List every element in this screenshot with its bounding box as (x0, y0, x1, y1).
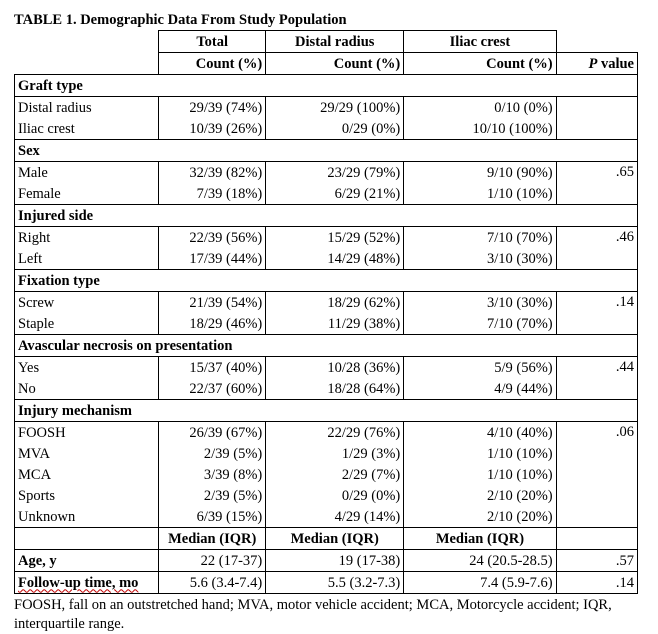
header-distal-radius: Distal radius (266, 31, 404, 53)
header-total: Total (159, 31, 266, 53)
table-row (15, 422, 638, 444)
cell-pvalue: .06 (556, 422, 637, 528)
cell-total: 5.6 (3.4-7.4) (159, 572, 266, 594)
table-row (15, 357, 638, 379)
cell-distal-radius: 15/29 (52%) (266, 227, 404, 249)
cell-iliac-crest: 24 (20.5-28.5) (404, 550, 556, 572)
cell-iliac-crest: 1/10 (10%) (404, 464, 556, 485)
table-row (15, 118, 638, 140)
cell-distal-radius: 18/28 (64%) (266, 378, 404, 400)
table-footnote: FOOSH, fall on an outstretched hand; MVA, motor vehicle accident; MCA, Motorcycle accident; IQR, interquartile range. (14, 597, 612, 632)
header-count-total: Count (%) (159, 53, 266, 75)
continuous-row (15, 550, 638, 572)
continuous-row (15, 572, 638, 594)
cell-total: 15/37 (40%) (159, 357, 266, 379)
cell-distal-radius: 0/29 (0%) (266, 118, 404, 140)
table-row (15, 162, 638, 184)
table-row (15, 183, 638, 205)
cell-pvalue (556, 97, 637, 140)
cell-distal-radius: 5.5 (3.2-7.3) (266, 572, 404, 594)
cell-iliac-crest: 4/10 (40%) (404, 422, 556, 444)
cell-iliac-crest: 7.4 (5.9-7.6) (404, 572, 556, 594)
row-label: Screw (15, 292, 159, 314)
table-container (14, 10, 642, 634)
table-row (15, 378, 638, 400)
cell-pvalue: .46 (556, 227, 637, 270)
section-heading-row (15, 140, 638, 162)
cell-distal-radius: 23/29 (79%) (266, 162, 404, 184)
cell-iliac-crest: 5/9 (56%) (404, 357, 556, 379)
median-header-total: Median (IQR) (159, 528, 266, 550)
median-header-empty (15, 528, 159, 550)
cell-distal-radius: 0/29 (0%) (266, 485, 404, 506)
header-row-counts (15, 53, 638, 75)
cell-distal-radius: 14/29 (48%) (266, 248, 404, 270)
section-heading-row (15, 270, 638, 292)
row-label: Staple (15, 313, 159, 335)
header-row-groups (15, 31, 638, 53)
section-heading: Sex (15, 140, 638, 162)
row-label: Yes (15, 357, 159, 379)
header-empty-2 (15, 53, 159, 75)
cell-pvalue: .14 (556, 572, 637, 594)
cell-total: 18/29 (46%) (159, 313, 266, 335)
section-heading: Injured side (15, 205, 638, 227)
table-row (15, 97, 638, 119)
cell-iliac-crest: 1/10 (10%) (404, 183, 556, 205)
median-header-distal: Median (IQR) (266, 528, 404, 550)
cell-total: 21/39 (54%) (159, 292, 266, 314)
header-count-distal: Count (%) (266, 53, 404, 75)
continuous-label: Follow-up time, mo (15, 572, 159, 594)
cell-iliac-crest: 3/10 (30%) (404, 248, 556, 270)
cell-total: 32/39 (82%) (159, 162, 266, 184)
cell-iliac-crest: 2/10 (20%) (404, 485, 556, 506)
cell-distal-radius: 6/29 (21%) (266, 183, 404, 205)
table-row (15, 443, 638, 464)
cell-pvalue: .14 (556, 292, 637, 335)
cell-distal-radius: 19 (17-38) (266, 550, 404, 572)
header-iliac-crest: Iliac crest (404, 31, 556, 53)
section-heading-row (15, 335, 638, 357)
cell-distal-radius: 22/29 (76%) (266, 422, 404, 444)
section-heading-row (15, 400, 638, 422)
table-row (15, 506, 638, 528)
row-label: MCA (15, 464, 159, 485)
demographic-table (14, 30, 638, 594)
cell-total: 22 (17-37) (159, 550, 266, 572)
median-header-iliac: Median (IQR) (404, 528, 556, 550)
cell-total: 29/39 (74%) (159, 97, 266, 119)
table-body (15, 75, 638, 594)
section-heading: Fixation type (15, 270, 638, 292)
table-row (15, 227, 638, 249)
cell-iliac-crest: 3/10 (30%) (404, 292, 556, 314)
median-header-empty-p (556, 528, 637, 550)
cell-distal-radius: 18/29 (62%) (266, 292, 404, 314)
row-label: Sports (15, 485, 159, 506)
cell-distal-radius: 11/29 (38%) (266, 313, 404, 335)
row-label: No (15, 378, 159, 400)
table-row (15, 313, 638, 335)
cell-total: 22/39 (56%) (159, 227, 266, 249)
row-label: Iliac crest (15, 118, 159, 140)
median-header-row (15, 528, 638, 550)
row-label: Male (15, 162, 159, 184)
cell-iliac-crest: 0/10 (0%) (404, 97, 556, 119)
cell-distal-radius: 10/28 (36%) (266, 357, 404, 379)
cell-iliac-crest: 7/10 (70%) (404, 313, 556, 335)
section-heading: Graft type (15, 75, 638, 97)
section-heading-row (15, 205, 638, 227)
row-label: Unknown (15, 506, 159, 528)
table-row (15, 464, 638, 485)
table-row (15, 292, 638, 314)
header-pvalue: P value (556, 53, 637, 75)
row-label: Right (15, 227, 159, 249)
section-heading-row (15, 75, 638, 97)
cell-iliac-crest: 7/10 (70%) (404, 227, 556, 249)
p-letter: P (588, 55, 598, 72)
continuous-label: Age, y (15, 550, 159, 572)
cell-distal-radius: 4/29 (14%) (266, 506, 404, 528)
row-label: FOOSH (15, 422, 159, 444)
cell-iliac-crest: 4/9 (44%) (404, 378, 556, 400)
cell-total: 10/39 (26%) (159, 118, 266, 140)
section-heading: Avascular necrosis on presentation (15, 335, 638, 357)
cell-distal-radius: 2/29 (7%) (266, 464, 404, 485)
cell-pvalue: .65 (556, 162, 637, 205)
cell-pvalue: .44 (556, 357, 637, 400)
header-empty-p (556, 31, 637, 53)
cell-iliac-crest: 9/10 (90%) (404, 162, 556, 184)
cell-total: 2/39 (5%) (159, 485, 266, 506)
cell-total: 6/39 (15%) (159, 506, 266, 528)
cell-total: 26/39 (67%) (159, 422, 266, 444)
table-title: TABLE 1. Demographic Data From Study Population (14, 12, 347, 28)
cell-iliac-crest: 10/10 (100%) (404, 118, 556, 140)
cell-distal-radius: 29/29 (100%) (266, 97, 404, 119)
row-label: Left (15, 248, 159, 270)
cell-total: 3/39 (8%) (159, 464, 266, 485)
table-row (15, 485, 638, 506)
cell-total: 2/39 (5%) (159, 443, 266, 464)
header-empty (15, 31, 159, 53)
table-row (15, 248, 638, 270)
cell-distal-radius: 1/29 (3%) (266, 443, 404, 464)
cell-pvalue: .57 (556, 550, 637, 572)
section-heading: Injury mechanism (15, 400, 638, 422)
cell-total: 22/37 (60%) (159, 378, 266, 400)
cell-iliac-crest: 2/10 (20%) (404, 506, 556, 528)
row-label: Distal radius (15, 97, 159, 119)
row-label: MVA (15, 443, 159, 464)
cell-total: 17/39 (44%) (159, 248, 266, 270)
cell-iliac-crest: 1/10 (10%) (404, 443, 556, 464)
row-label: Female (15, 183, 159, 205)
cell-total: 7/39 (18%) (159, 183, 266, 205)
header-count-iliac: Count (%) (404, 53, 556, 75)
